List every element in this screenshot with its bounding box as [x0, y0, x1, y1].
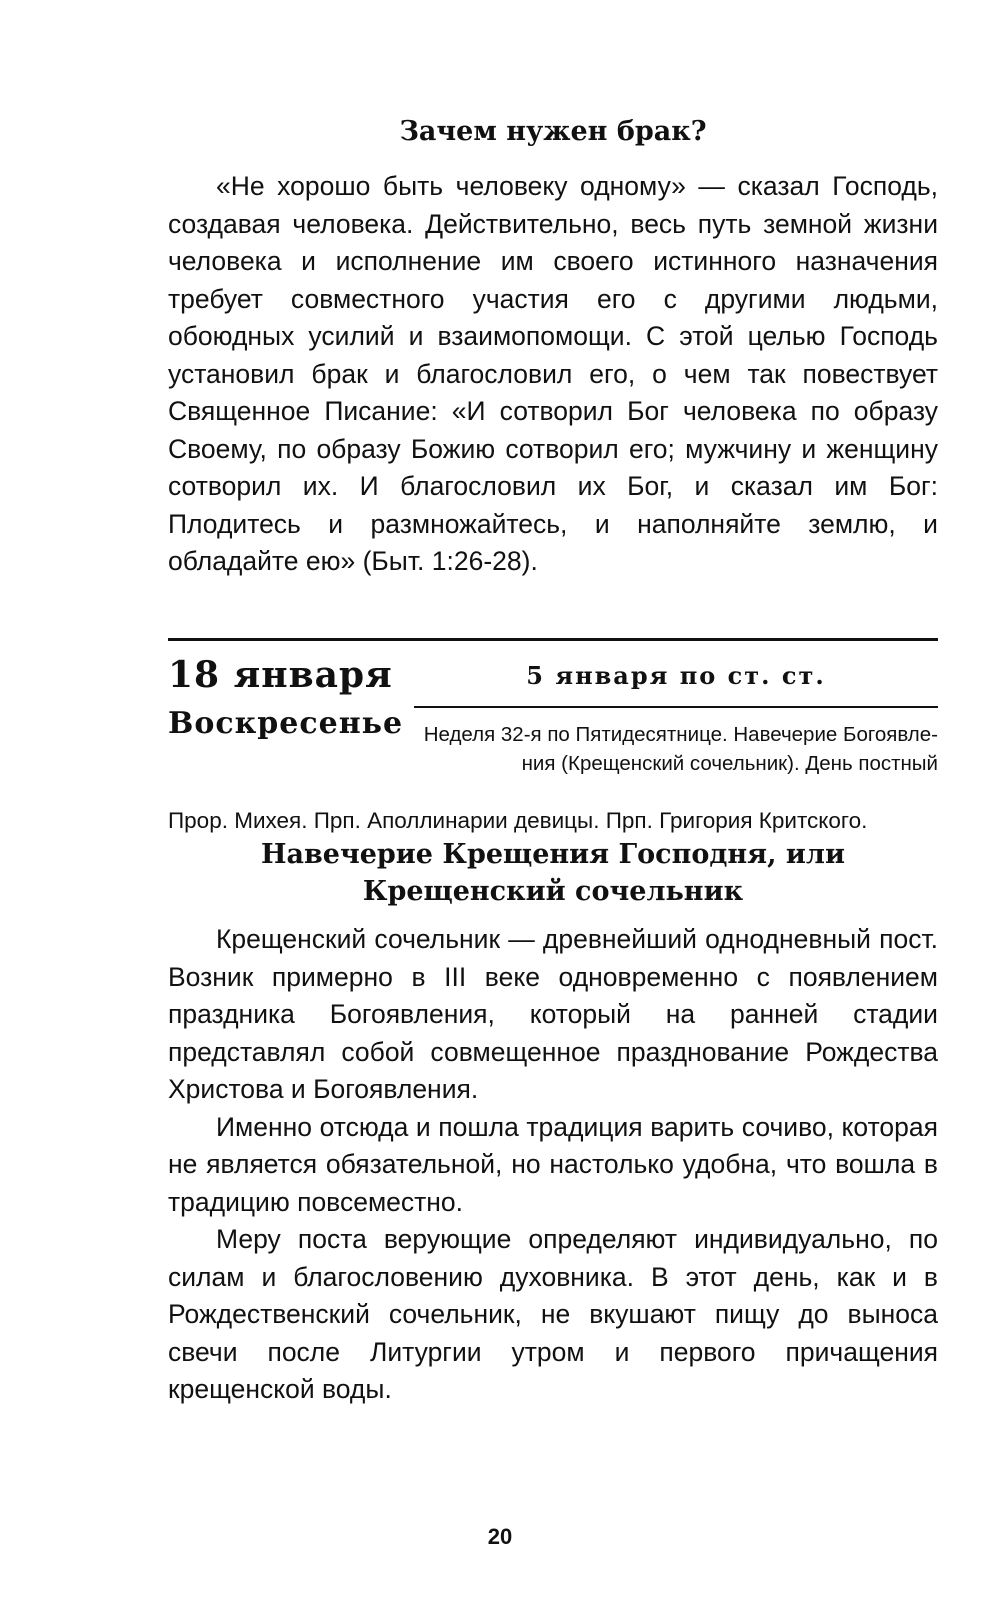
week-note-line: Неделя 32-я по Пятидесятнице. Навечерие Богоявле- [423, 723, 938, 746]
epiphany-paragraph: Крещенский сочельник — древнейший однодневный пост. Возник примерно в III веке одновременно с появлением праздника Богоявления, который на ранней стадии представлял собой совмещенное празднование Рождества Христова и Богоявления. [168, 924, 938, 1104]
section-title-marriage: Зачем нужен брак? [399, 116, 707, 147]
section-title-epiphany-eve [168, 836, 938, 910]
calendar-weekday: Воскресенье [168, 706, 404, 741]
calendar-date: 18 января [168, 654, 393, 696]
saints-of-day: Прор. Михея. Прп. Аполлинарии девицы. Прп. Григория Критского. [168, 808, 868, 833]
epiphany-paragraph: Меру поста верующие определяют индивидуально, по силам и благословению духовника. В этот день, как и в Рождественский сочельник, не вкушают пищу до выноса свечи после Литургии утром и первого причащения крещенской воды. [168, 1224, 938, 1404]
week-note [410, 720, 938, 778]
epiphany-eve-text [168, 921, 938, 1409]
divider-thick [168, 638, 938, 641]
title-line: Навечерие Крещения Господня, или [261, 839, 845, 870]
old-style-date: 5 января по ст. ст. [526, 661, 826, 690]
marriage-paragraph: «Не хорошо быть человеку одному» — сказал Господь, создавая человека. Действительно, весь путь земной жизни человека и исполнение им своего истинного назначения требует совместного участия его с другими людьми, обоюдных усилий и взаимопомощи. С этой целью Господь установил брак и благословил его, о чем так повествует Священное Писание: «И сотворил Бог человека по образу Своему, по образу Божию сотворил его; мужчину и женщину сотворил их. И благословил их Бог, и сказал им Бог: Плодитесь и размножайтесь, и наполняйте землю, и обладайте ею» (Быт. 1:26-28). [168, 171, 938, 576]
epiphany-paragraph: Именно отсюда и пошла традиция варить сочиво, которая не является обязательной, но настолько удобна, что вошла в традицию повсеместно. [168, 1111, 938, 1217]
divider-thin [414, 706, 938, 708]
week-note-line: ния (Крещенский сочельник). День постный [521, 752, 938, 775]
page-number: 20 [487, 1524, 513, 1549]
title-line: Крещенский сочельник [362, 876, 744, 907]
marriage-text [168, 168, 938, 581]
